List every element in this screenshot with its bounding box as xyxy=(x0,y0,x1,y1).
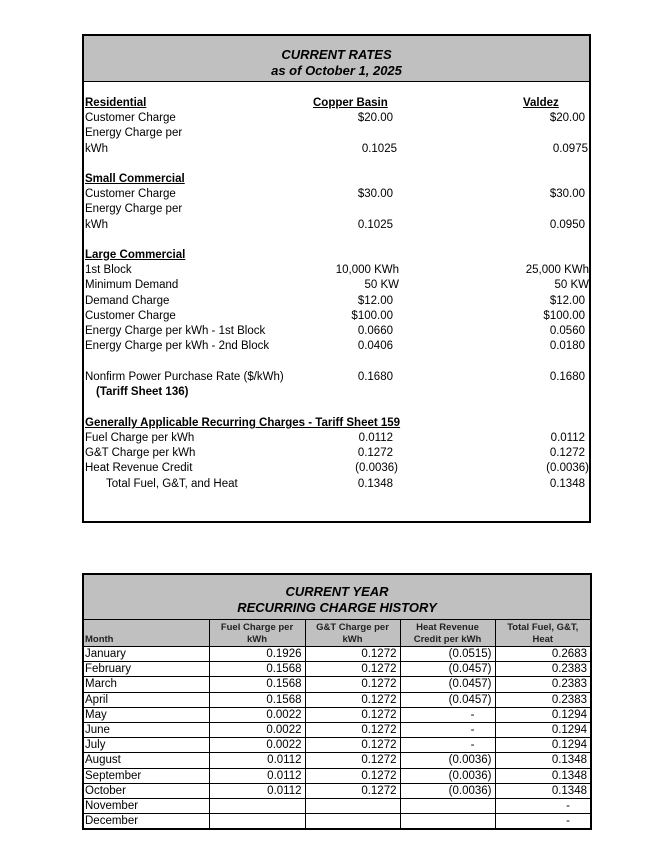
valdez-value: $30.00 xyxy=(549,188,585,200)
month-cell: May xyxy=(84,707,209,722)
heat-credit-cell: (0.0457) xyxy=(400,692,495,707)
fuel-charge-cell: 0.1568 xyxy=(209,662,305,677)
table-row xyxy=(84,692,590,707)
fuel-charge-cell: 0.0112 xyxy=(209,783,305,798)
residential-energy-charge-label-row xyxy=(84,126,589,141)
large-commercial-row xyxy=(84,278,589,293)
small-commercial-energy-charge-row xyxy=(84,218,589,233)
month-cell: September xyxy=(84,768,209,783)
recurring-row xyxy=(84,431,589,446)
small-commercial-heading-row xyxy=(84,172,589,187)
gt-charge-cell: 0.1272 xyxy=(305,783,400,798)
valdez-value: 0.0950 xyxy=(549,219,585,231)
total-cell: 0.1294 xyxy=(495,738,590,753)
total-cell: - xyxy=(495,798,590,813)
total-cell: 0.2383 xyxy=(495,677,590,692)
heat-credit-cell: (0.0036) xyxy=(400,768,495,783)
row-label: Customer Charge xyxy=(85,310,176,322)
row-label: Nonfirm Power Purchase Rate ($/kWh) xyxy=(85,371,284,383)
table-row xyxy=(84,753,590,768)
month-cell: August xyxy=(84,753,209,768)
heat-credit-cell: - xyxy=(400,707,495,722)
copper-basin-value: 0.1272 xyxy=(357,447,393,459)
current-rates-header xyxy=(84,36,589,82)
copper-basin-value: 0.0112 xyxy=(358,432,393,444)
copper-basin-value: $20.00 xyxy=(357,112,393,124)
fuel-charge-cell: 0.0022 xyxy=(209,707,305,722)
residential-energy-charge-row xyxy=(84,142,589,157)
total-cell: 0.2383 xyxy=(495,692,590,707)
copper-basin-value: 0.1025 xyxy=(357,219,393,231)
nonfirm-rate-row xyxy=(84,370,589,385)
column-header-gt: G&T Charge per kWh xyxy=(305,620,400,647)
gt-charge-cell: 0.1272 xyxy=(305,707,400,722)
large-commercial-heading-row xyxy=(84,248,589,263)
residential-heading: Residential xyxy=(85,97,147,109)
history-header xyxy=(84,575,590,619)
valdez-value: 25,000 KWh xyxy=(525,264,589,276)
table-row xyxy=(84,798,590,813)
table-row xyxy=(84,662,590,677)
history-subtitle: RECURRING CHARGE HISTORY xyxy=(237,600,437,615)
row-label: Energy Charge per kWh - 2nd Block xyxy=(85,340,270,352)
valdez-value: 0.0560 xyxy=(549,325,585,337)
column-header-heat-credit: Heat Revenue Credit per kWh xyxy=(400,620,495,647)
copper-basin-value: 0.1680 xyxy=(357,371,393,383)
fuel-charge-cell: 0.0112 xyxy=(209,768,305,783)
fuel-charge-cell: 0.1568 xyxy=(209,692,305,707)
fuel-charge-cell: 0.1568 xyxy=(209,677,305,692)
valdez-value: 0.0180 xyxy=(549,340,585,352)
copper-basin-value: 0.1348 xyxy=(357,478,393,490)
large-commercial-row xyxy=(84,294,589,309)
month-cell: December xyxy=(85,815,139,828)
large-commercial-row xyxy=(84,324,589,339)
history-grid xyxy=(84,619,590,828)
valdez-value: 0.1348 xyxy=(549,478,585,490)
copper-basin-value: 0.0660 xyxy=(357,325,393,337)
row-label: kWh xyxy=(85,143,108,155)
row-label: Energy Charge per kWh - 1st Block xyxy=(85,325,266,337)
row-label: Heat Revenue Credit xyxy=(85,462,193,474)
gt-charge-cell: 0.1272 xyxy=(305,677,400,692)
heat-credit-cell xyxy=(400,798,495,813)
heat-credit-cell: (0.0515) xyxy=(400,647,495,662)
row-label: Fuel Charge per kWh xyxy=(85,432,195,444)
recurring-total-row xyxy=(84,477,589,492)
heat-credit-cell: (0.0036) xyxy=(400,783,495,798)
table-row xyxy=(84,768,590,783)
valdez-column-header: Valdez xyxy=(523,97,559,109)
fuel-charge-cell: 0.0022 xyxy=(209,722,305,737)
total-cell: 0.2683 xyxy=(495,647,590,662)
row-label: Total Fuel, G&T, and Heat xyxy=(106,478,238,490)
month-cell: July xyxy=(84,738,209,753)
residential-heading-row xyxy=(84,96,589,111)
gt-charge-cell xyxy=(305,798,400,813)
current-rates-date: as of October 1, 2025 xyxy=(271,63,402,78)
small-commercial-heading: Small Commercial xyxy=(85,173,185,185)
table-row xyxy=(84,783,590,798)
table-row xyxy=(84,722,590,737)
heat-credit-cell xyxy=(400,814,495,829)
column-header-total: Total Fuel, G&T, Heat xyxy=(495,620,590,647)
table-row xyxy=(84,647,590,662)
total-cell: 0.1348 xyxy=(495,753,590,768)
fuel-charge-cell: 0.1926 xyxy=(209,647,305,662)
fuel-charge-cell: 0.0022 xyxy=(209,738,305,753)
fuel-charge-cell xyxy=(209,798,305,813)
valdez-value: 0.0975 xyxy=(552,143,588,155)
large-commercial-heading: Large Commercial xyxy=(85,249,186,261)
valdez-value: 0.0112 xyxy=(550,432,585,444)
copper-basin-value: 50 KW xyxy=(364,279,399,291)
gt-charge-cell: 0.1272 xyxy=(305,692,400,707)
gt-charge-cell: 0.1272 xyxy=(305,738,400,753)
month-cell: March xyxy=(84,677,209,692)
copper-basin-value: $30.00 xyxy=(357,188,393,200)
total-cell: 0.1348 xyxy=(495,768,590,783)
copper-basin-value: $12.00 xyxy=(357,295,393,307)
heat-credit-cell: - xyxy=(400,738,495,753)
copper-basin-value: 0.1025 xyxy=(361,143,397,155)
small-commercial-energy-charge-label-row xyxy=(84,202,589,217)
recurring-charges-heading: Generally Applicable Recurring Charges - Tariff Sheet 159 xyxy=(85,417,401,429)
row-label: Customer Charge xyxy=(85,188,176,200)
valdez-value: $20.00 xyxy=(549,112,585,124)
gt-charge-cell: 0.1272 xyxy=(305,768,400,783)
table-row xyxy=(84,677,590,692)
month-cell: June xyxy=(84,722,209,737)
tariff-sheet-136-label: (Tariff Sheet 136) xyxy=(96,386,189,398)
month-cell: April xyxy=(84,692,209,707)
valdez-value: 0.1272 xyxy=(549,447,585,459)
total-cell: 0.2383 xyxy=(495,662,590,677)
history-header-row xyxy=(84,620,590,647)
fuel-charge-cell xyxy=(209,814,305,829)
recurring-charge-history-table xyxy=(82,573,592,830)
valdez-value: 50 KW xyxy=(554,279,589,291)
month-cell: January xyxy=(84,647,209,662)
residential-customer-charge-row xyxy=(84,111,589,126)
valdez-value: (0.0036) xyxy=(546,462,589,474)
table-row xyxy=(84,738,590,753)
current-rates-table xyxy=(82,34,591,523)
copper-basin-value: (0.0036) xyxy=(355,462,398,474)
row-label: kWh xyxy=(85,219,108,231)
total-cell: 0.1294 xyxy=(495,722,590,737)
row-label: Minimum Demand xyxy=(85,279,179,291)
row-label: Customer Charge xyxy=(85,112,176,124)
history-title: CURRENT YEAR xyxy=(285,584,389,599)
table-row xyxy=(84,814,590,829)
total-cell: 0.1294 xyxy=(495,707,590,722)
current-rates-title: CURRENT RATES xyxy=(281,47,392,62)
gt-charge-cell: 0.1272 xyxy=(305,647,400,662)
large-commercial-row xyxy=(84,339,589,354)
fuel-charge-cell: 0.0112 xyxy=(209,753,305,768)
row-label: Demand Charge xyxy=(85,295,170,307)
total-cell: 0.1348 xyxy=(495,783,590,798)
large-commercial-row xyxy=(84,309,589,324)
gt-charge-cell: 0.1272 xyxy=(305,722,400,737)
recurring-row xyxy=(84,446,589,461)
heat-credit-cell: - xyxy=(400,722,495,737)
month-cell: November xyxy=(84,798,209,813)
gt-charge-cell: 0.1272 xyxy=(305,662,400,677)
row-label: Energy Charge per xyxy=(85,127,183,139)
copper-basin-column-header: Copper Basin xyxy=(313,97,388,109)
valdez-value: $100.00 xyxy=(543,310,585,322)
row-label: Energy Charge per xyxy=(85,203,183,215)
gt-charge-cell xyxy=(305,814,400,829)
total-cell: - xyxy=(495,814,590,829)
recurring-heading-row xyxy=(84,416,589,431)
copper-basin-value: $100.00 xyxy=(351,310,393,322)
heat-credit-cell: (0.0457) xyxy=(400,662,495,677)
table-row xyxy=(84,707,590,722)
large-commercial-row xyxy=(84,263,589,278)
heat-credit-cell: (0.0036) xyxy=(400,753,495,768)
copper-basin-value: 0.0406 xyxy=(357,340,393,352)
month-cell: October xyxy=(84,783,209,798)
month-cell: February xyxy=(84,662,209,677)
recurring-row xyxy=(84,461,589,476)
nonfirm-tariff-row xyxy=(84,385,589,400)
row-label: 1st Block xyxy=(85,264,132,276)
copper-basin-value: 10,000 KWh xyxy=(335,264,399,276)
valdez-value: $12.00 xyxy=(549,295,585,307)
valdez-value: 0.1680 xyxy=(549,371,585,383)
row-label: G&T Charge per kWh xyxy=(85,447,196,459)
column-header-month: Month xyxy=(84,620,209,647)
column-header-fuel: Fuel Charge per kWh xyxy=(209,620,305,647)
small-commercial-customer-charge-row xyxy=(84,187,589,202)
heat-credit-cell: (0.0457) xyxy=(400,677,495,692)
gt-charge-cell: 0.1272 xyxy=(305,753,400,768)
